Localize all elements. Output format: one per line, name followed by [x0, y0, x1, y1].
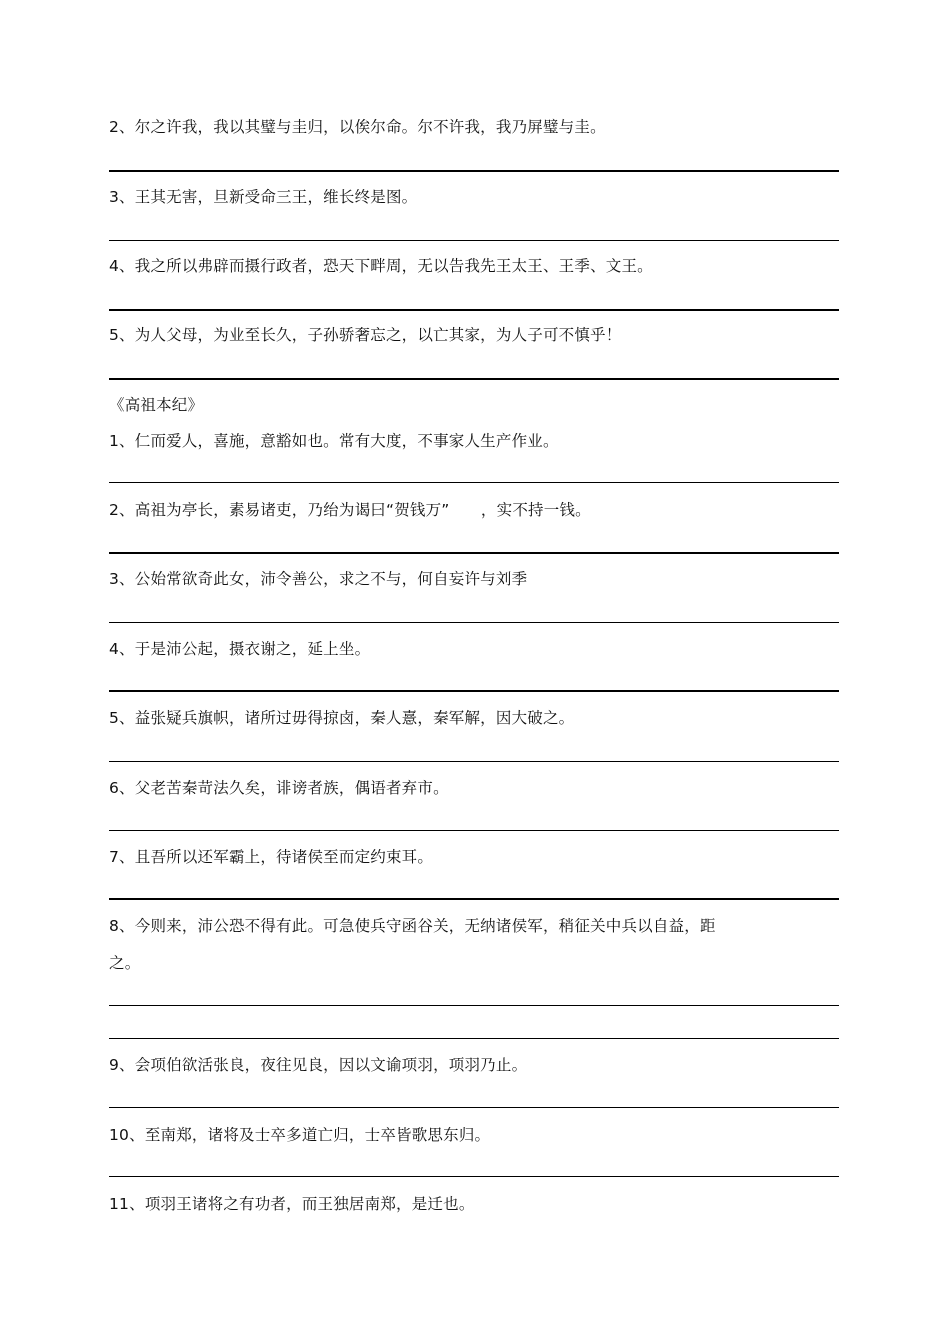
answer-rule	[109, 830, 839, 831]
text-line-s2-5: 5、益张疑兵旗帜，诸所过毋得掠卤，秦人憙，秦军解，因大破之。	[109, 709, 575, 727]
text-line-s2-10: 10、至南郑，诸将及士卒多道亡归，士卒皆歌思东归。	[109, 1126, 491, 1144]
text-line-s1-5: 5、为人父母，为业至长久，子孙骄奢忘之，以亡其家，为人子可不慎乎！	[109, 326, 622, 344]
text-line-s1-2: 2、尔之许我，我以其璧与圭归，以俟尔命。尔不许我，我乃屏璧与圭。	[109, 118, 606, 136]
answer-rule	[109, 690, 839, 692]
answer-rule	[109, 898, 839, 900]
text-line-s2-7: 7、且吾所以还军霸上，待诸侯至而定约束耳。	[109, 848, 434, 866]
answer-rule	[109, 1176, 839, 1177]
text-line-s1-4: 4、我之所以弗辟而摄行政者，恐天下畔周，无以告我先王太王、王季、文王。	[109, 257, 653, 275]
answer-rule	[109, 240, 839, 241]
text-line-s2-2: 2、高祖为亭长，素易诸吏，乃绐为谒曰“贺钱万” ，实不持一钱。	[109, 501, 591, 519]
answer-rule	[109, 1038, 839, 1039]
text-line-s2-8: 8、今则来，沛公恐不得有此。可急使兵守函谷关，无纳诸侯军，稍征关中兵以自益，距	[109, 917, 716, 935]
text-line-s2-3: 3、公始常欲奇此女，沛令善公，求之不与，何自妄许与刘季	[109, 570, 528, 588]
answer-rule	[109, 1005, 839, 1006]
answer-rule	[109, 1107, 839, 1108]
text-line-s2-4: 4、于是沛公起，摄衣谢之，延上坐。	[109, 640, 371, 658]
answer-rule	[109, 552, 839, 554]
text-line-s2-6: 6、父老苦秦苛法久矣，诽谤者族，偶语者弃市。	[109, 779, 449, 797]
answer-rule	[109, 482, 839, 483]
text-line-s2-8-cont: 之。	[109, 954, 141, 972]
answer-rule	[109, 761, 839, 762]
text-line-s2-9: 9、会项伯欲活张良，夜往见良，因以文谕项羽，项羽乃止。	[109, 1056, 528, 1074]
answer-rule	[109, 622, 839, 623]
text-line-s2-1: 1、仁而爱人，喜施，意豁如也。常有大度，不事家人生产作业。	[109, 432, 559, 450]
answer-rule	[109, 170, 839, 172]
answer-rule	[109, 309, 839, 311]
section-title: 《高祖本纪》	[109, 396, 204, 414]
text-line-s2-11: 11、项羽王诸将之有功者，而王独居南郑，是迁也。	[109, 1195, 475, 1213]
text-line-s1-3: 3、王其无害，旦新受命三王，维长终是图。	[109, 188, 418, 206]
answer-rule	[109, 378, 839, 380]
